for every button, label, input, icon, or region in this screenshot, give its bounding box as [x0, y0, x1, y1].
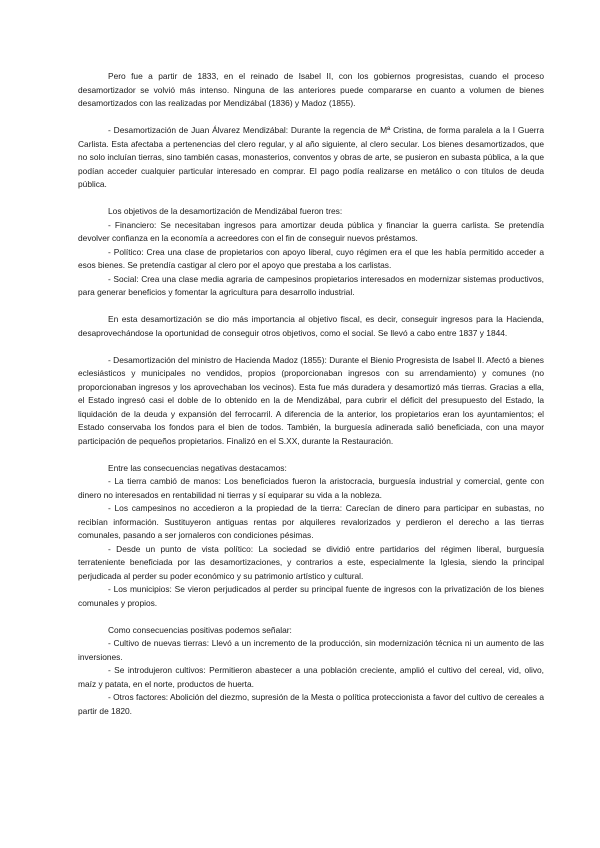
paragraph-fiscal: En esta desamortización se dio más importancia al objetivo fiscal, es decir, conseguir ingresos para la Hacienda, desaprovechándose la oportunidad de conseguir otros objetivos, como el social. Se llevó a cabo entre 1837 y 1844.: [78, 314, 544, 338]
paragraph-gap: [78, 300, 544, 314]
paragraph-objetivos-intro: Los objetivos de la desamortización de Mendizábal fueron tres:: [108, 206, 343, 216]
list-item-positiva-3: - Otros factores: Abolición del diezmo, supresión de la Mesta o política proteccionista a favor del cultivo de cereales a partir de 1820.: [78, 692, 544, 716]
list-item-negativa-4: - Los municipios: Se vieron perjudicados al perder su principal fuente de ingresos con la privatización de los bienes comunales y propios.: [78, 584, 544, 608]
list-item-negativa-2: - Los campesinos no accedieron a la propiedad de la tierra: Carecían de dinero para participar en subastas, no recibían información. Sustituyeron antiguas rentas por alquileres revalorizados y perdieron el derecho a las tierras comunales, pasando a ser jornaleros con condiciones pésimas.: [78, 503, 544, 540]
list-item-social: - Social: Crea una clase media agraria de campesinos propietarios interesados en modernizar sistemas productivos, para generar beneficios y fomentar la agricultura para desarrollo industrial.: [78, 273, 544, 297]
list-item-financiero: - Financiero: Se necesitaban ingresos para amortizar deuda pública y financiar la guerra carlista. Se pretendía devolver confianza en la economía a acreedores con el fin de conseguir nuevos préstamos.: [78, 219, 544, 243]
paragraph-madoz: - Desamortización del ministro de Hacienda Madoz (1855): Durante el Bienio Progresista de Isabel II. Afectó a bienes eclesiásticos y municipales no vendidos, propios (proporcionaban ingresos con su arrendamiento) y comunes (no proporcionaban ingresos y los aprovechaban los vecinos). Esta fue más duradera y desamortizó más tierras. Gracias a ella, el Estado ingresó casi el doble de lo obtenido en la de Mendizábal, para cubrir el déficit del presupuesto del Estado, la liquidación de la deuda y expansión del ferrocarril. A diferencia de la anterior, los propietarios eran los ayuntamientos; el Estado conservaba los fondos para el bien de todos. También, la burguesía adinerada salió beneficiada, con una mayor participación de pequeños propietarios. Finalizó en el S.XX, durante la Restauración.: [78, 354, 544, 446]
paragraph-intro: Pero fue a partir de 1833, en el reinado de Isabel II, con los gobiernos progresistas, cuando el proceso desamortizador se volvió más intenso. Ninguna de las anteriores puede compararse en cuanto a volumen de bienes desamortizados con las realizadas por Mendizábal (1836) y Madoz (1855).: [78, 71, 544, 108]
paragraph-gap: [78, 111, 544, 125]
list-item-positiva-1: - Cultivo de nuevas tierras: Llevó a un incremento de la producción, sin modernización técnica ni un aumento de las inversiones.: [78, 638, 544, 662]
paragraph-gap: [78, 610, 544, 624]
list-item-positiva-2: - Se introdujeron cultivos: Permitieron abastecer a una población creciente, amplió el cultivo del cereal, vid, olivo, maíz y patata, en el norte, productos de huerta.: [78, 665, 544, 689]
document-body: [78, 70, 544, 718]
paragraph-mendizabal: - Desamortización de Juan Álvarez Mendizábal: Durante la regencia de Mª Cristina, de forma paralela a la I Guerra Carlista. Esta afectaba a pertenencias del clero regular, y al año siguiente, al clero secular. Los bienes desamortizados, que no solo incluían tierras, sino también casas, monasterios, conventos y obras de arte, se pusieron en subasta pública, a la que podían acceder cualquier particular interesado en comprar. El pago podía realizarse en metálico o con títulos de deuda pública.: [78, 125, 545, 189]
list-item-negativa-1: - La tierra cambió de manos: Los beneficiados fueron la aristocracia, burguesía industrial y comercial, gente con dinero no interesados en rentabilidad ni tierras y sí equiparar su vida a la nobleza.: [78, 476, 544, 500]
paragraph-negativas-intro: Entre las consecuencias negativas destacamos:: [108, 462, 287, 473]
paragraph-positivas-intro: Como consecuencias positivas podemos señalar:: [108, 624, 292, 635]
paragraph-gap: [78, 340, 544, 354]
list-item-negativa-3: - Desde un punto de vista político: La sociedad se dividió entre partidarios del régimen liberal, burguesía terrateniente beneficiada por las desamortizaciones, y contrarios a este, especialmente la Iglesia, siendo la principal perjudicada al perder su poder económico y su patrimonio artístico y cultural.: [78, 543, 544, 581]
list-item-politico: - Político: Crea una clase de propietarios con apoyo liberal, cuyo régimen era el que les había permitido acceder a esos bienes. Se pretendía castigar al clero por el apoyo que prestaba a los carlistas.: [78, 246, 544, 270]
paragraph-gap: [78, 448, 544, 462]
paragraph-gap: [78, 192, 544, 206]
